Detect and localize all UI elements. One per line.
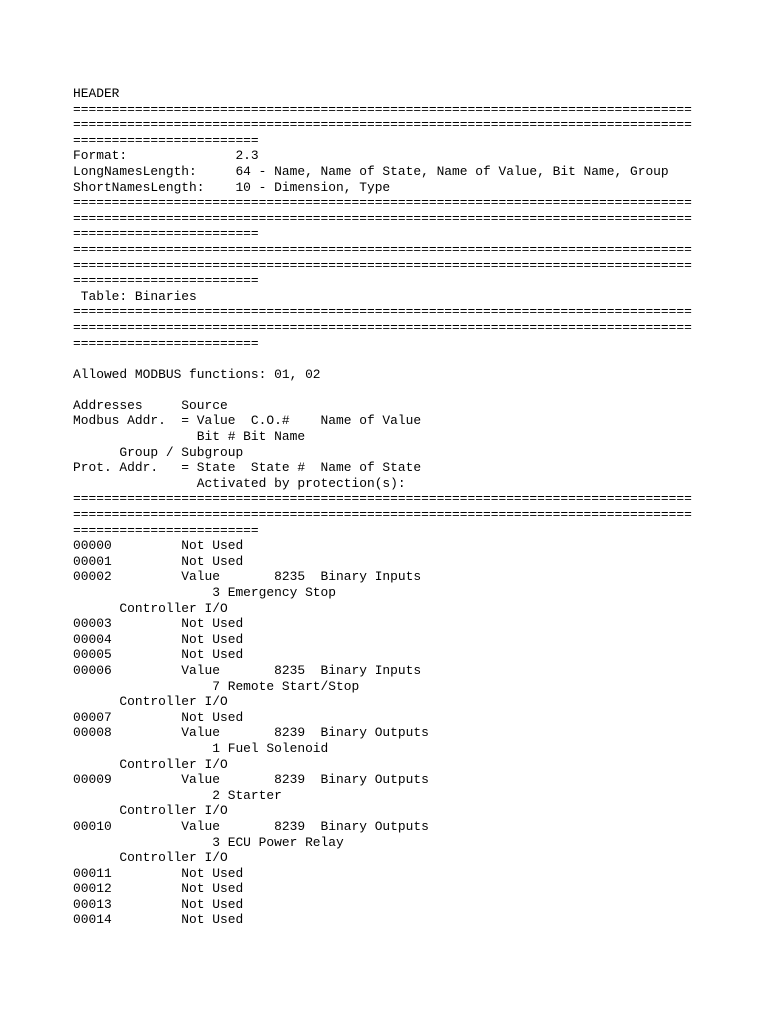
separator-line: ======================== [73, 273, 259, 289]
text-line: Addresses Source [73, 397, 228, 413]
separator-line: ================================================================================ [73, 195, 692, 211]
register-row: 00004 Not Used [73, 631, 244, 647]
register-row: 00002 Value 8235 Binary Inputs [73, 569, 422, 585]
text-line: Controller I/O [73, 803, 228, 819]
register-row: 00005 Not Used [73, 647, 244, 663]
register-row: 00000 Not Used [73, 538, 244, 554]
text-line: 3 ECU Power Relay [73, 834, 344, 850]
text-line: Allowed MODBUS functions: 01, 02 [73, 366, 321, 382]
register-row: 00008 Value 8239 Binary Outputs [73, 725, 429, 741]
separator-line: ================================================================================ [73, 117, 692, 133]
register-row: 00012 Not Used [73, 881, 244, 897]
text-line: Group / Subgroup [73, 444, 244, 460]
text-line: 2 Starter [73, 787, 282, 803]
text-line: Prot. Addr. = State State # Name of State [73, 460, 422, 476]
text-line: Controller I/O [73, 600, 228, 616]
separator-line: ================================================================================ [73, 257, 692, 273]
separator-line: ================================================================================ [73, 210, 692, 226]
separator-line: ================================================================================ [73, 304, 692, 320]
text-line: Modbus Addr. = Value C.O.# Name of Value [73, 413, 422, 429]
text-line: 7 Remote Start/Stop [73, 678, 360, 694]
register-row: 00009 Value 8239 Binary Outputs [73, 772, 429, 788]
separator-line: ======================== [73, 522, 259, 538]
text-line: HEADER [73, 86, 120, 101]
separator-line: ================================================================================ [73, 241, 692, 257]
register-row: 00001 Not Used [73, 553, 244, 569]
text-line: 3 Emergency Stop [73, 585, 337, 600]
text-line: LongNamesLength: 64 - Name, Name of State, Name of Value, Bit Name, Group [73, 163, 669, 179]
separator-line: ================================================================================ [73, 319, 692, 335]
separator-line: ================================================================================ [73, 491, 692, 507]
text-line: ShortNamesLength: 10 - Dimension, Type [73, 179, 391, 195]
separator-line: ================================================================================ [73, 507, 692, 523]
text-line: Bit # Bit Name [73, 429, 306, 445]
text-line: Activated by protection(s): [73, 475, 406, 491]
text-line: Controller I/O [73, 850, 228, 866]
register-row: 00011 Not Used [73, 865, 244, 881]
blank-line [73, 351, 713, 367]
register-row: 00007 Not Used [73, 709, 244, 725]
text-line: 1 Fuel Solenoid [73, 740, 329, 756]
text-line: Table: Binaries [73, 288, 197, 304]
separator-line: ======================== [73, 132, 259, 148]
separator-line: ======================== [73, 335, 259, 351]
blank-line [73, 382, 713, 398]
register-row: 00006 Value 8235 Binary Inputs [73, 662, 422, 678]
register-row: 00014 Not Used [73, 912, 244, 928]
text-line: Format: 2.3 [73, 148, 259, 164]
text-line: Controller I/O [73, 756, 228, 772]
register-row: 00010 Value 8239 Binary Outputs [73, 818, 429, 834]
register-row: 00013 Not Used [73, 896, 244, 912]
document-text [73, 86, 713, 928]
separator-line: ======================== [73, 226, 259, 242]
separator-line: ================================================================================ [73, 101, 692, 117]
register-row: 00003 Not Used [73, 616, 244, 632]
text-line: Controller I/O [73, 694, 228, 710]
